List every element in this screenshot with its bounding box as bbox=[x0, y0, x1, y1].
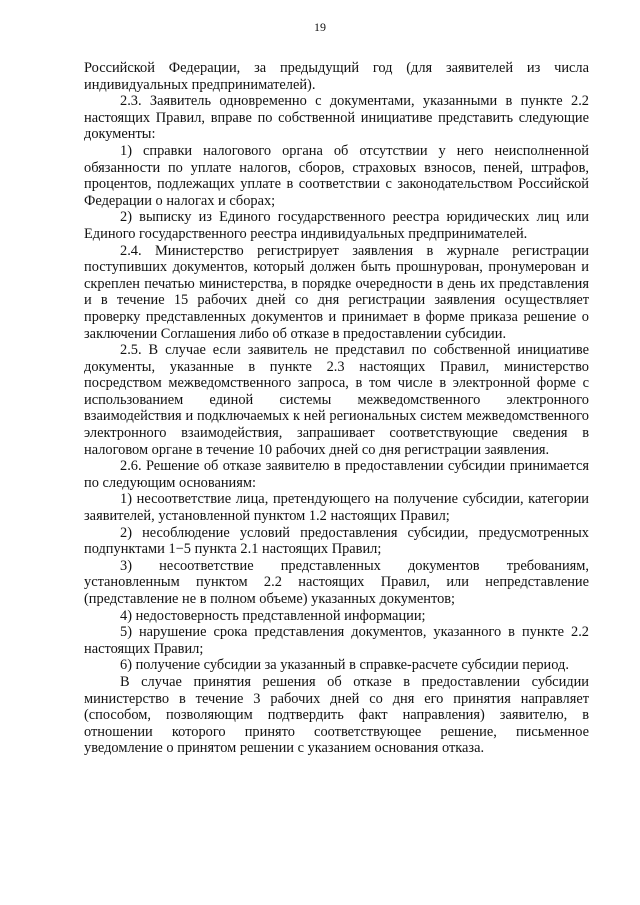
paragraph-2-4: 2.4. Министерство регистрирует заявления в журнале регистрации поступивших документов, который должен быть прошнурован, пронумерован и скреплен печатью министерства, в порядке очередности в день их представления и в течение 15 рабочих дней со дня регистрации заявления осуществляет проверку представленных документов и принимает в форме приказа решение о заключении Соглашения либо об отказе в предоставлении субсидии. bbox=[84, 242, 589, 342]
list-item-2-3-1: 1) справки налогового органа об отсутствии у него неисполненной обязанности по уплате налогов, сборов, страховых взносов, пеней, штрафов, процентов, подлежащих уплате в соответствии с законодательством Российской Федерации о налогах и сборах; bbox=[84, 142, 589, 209]
paragraph-refusal-notice: В случае принятия решения об отказе в предоставлении субсидии министерство в течение 3 рабочих дней со дня его принятия направляет (способом, позволяющим подтвердить факт направления) заявителю, в отношении которого принято соответствующее решение, письменное уведомление о принятом решении с указанием основания отказа. bbox=[84, 673, 589, 757]
list-item-2-6-3: 3) несоответствие представленных документов требованиям, установленным пунктом 2.2 настоящих Правил, или непредставление (представление не в полном объеме) указанных документов; bbox=[84, 557, 589, 607]
paragraph-2-6: 2.6. Решение об отказе заявителю в предоставлении субсидии принимается по следующим основаниям: bbox=[84, 458, 589, 491]
paragraph-continuation: Российской Федерации, за предыдущий год (для заявителей из числа индивидуальных предпринимателей). bbox=[84, 60, 589, 93]
paragraph-2-5: 2.5. В случае если заявитель не представил по собственной инициативе документы, указанные в пункте 2.3 настоящих Правил, министерство посредством межведомственного запроса, в том числе в электронной форме с использованием единой системы межведомственного электронного взаимодействия и подключаемых к ней региональных систем межведомственного электронного взаимодействия, запрашивает соответствующие сведения в налоговом органе в течение 10 рабочих дней со дня регистрации заявления. bbox=[84, 342, 589, 458]
list-item-2-6-4: 4) недостоверность представленной информации; bbox=[120, 607, 426, 624]
page-number: 19 bbox=[314, 20, 326, 34]
list-item-2-6-6: 6) получение субсидии за указанный в справке-расчете субсидии период. bbox=[120, 657, 569, 674]
list-item-2-6-5: 5) нарушение срока представления документов, указанного в пункте 2.2 настоящих Правил; bbox=[84, 624, 589, 657]
list-item-2-6-1: 1) несоответствие лица, претендующего на получение субсидии, категории заявителей, установленной пунктом 1.2 настоящих Правил; bbox=[84, 491, 589, 525]
document-body bbox=[84, 60, 589, 757]
paragraph-2-3: 2.3. Заявитель одновременно с документами, указанными в пункте 2.2 настоящих Правил, вправе по собственной инициативе представить следующие документы: bbox=[84, 93, 589, 143]
list-item-2-6-2: 2) несоблюдение условий предоставления субсидии, предусмотренных подпунктами 1−5 пункта 2.1 настоящих Правил; bbox=[84, 524, 589, 558]
list-item-2-3-2: 2) выписку из Единого государственного реестра юридических лиц или Единого государственного реестра индивидуальных предпринимателей. bbox=[84, 209, 589, 242]
